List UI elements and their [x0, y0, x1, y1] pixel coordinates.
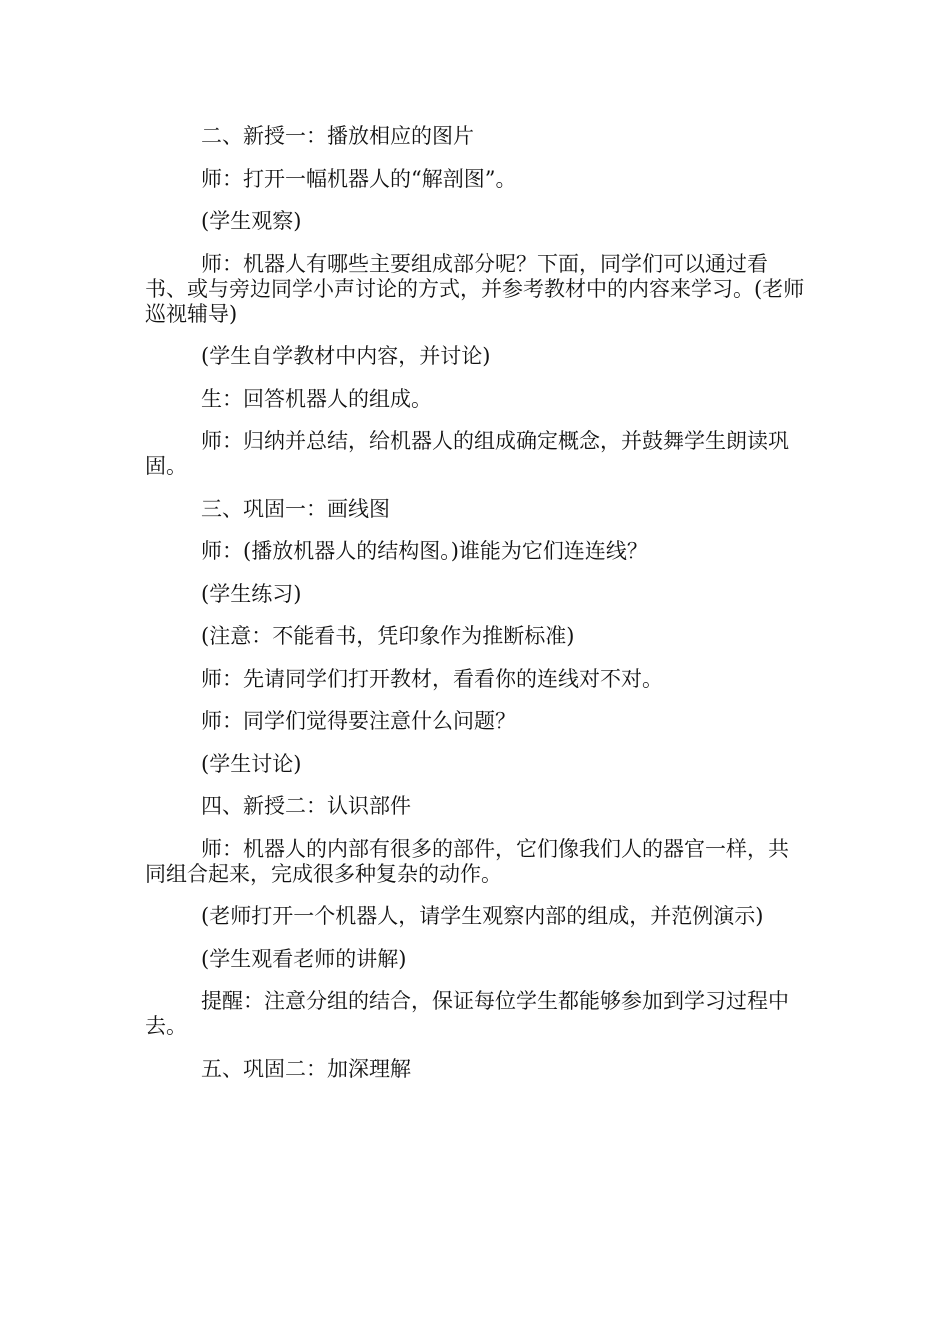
section-heading: 三、巩固一：画线图 — [201, 496, 390, 521]
paragraph: (学生观察) — [201, 209, 302, 233]
paragraph: (学生练习) — [201, 581, 302, 606]
section-heading: 四、新授二：认识部件 — [201, 794, 411, 818]
paragraph: 师：(播放机器人的结构图。)谁能为它们连连线？ — [201, 539, 648, 563]
paragraph: (学生观看老师的讲解) — [201, 946, 407, 971]
paragraph: (注意：不能看书，凭印象作为推断标准) — [201, 624, 575, 648]
paragraph: 提醒：注意分组的结合，保证每位学生都能够参加到学习过程中去。 — [145, 989, 789, 1038]
paragraph: 生：回答机器人的组成。 — [201, 386, 432, 411]
paragraph: 师：同学们觉得要注意什么问题？ — [201, 709, 516, 733]
paragraph: 师：机器人的内部有很多的部件，它们像我们人的器官一样，共同组合起来，完成很多种复杂的动作。 — [145, 836, 789, 886]
document-body — [145, 124, 807, 1099]
paragraph: 师：打开一幅机器人的“解剖图”。 — [201, 166, 517, 191]
paragraph: 师：先请同学们打开教材，看看你的连线对不对。 — [201, 666, 663, 691]
paragraph: (学生讨论) — [201, 751, 302, 776]
section-heading: 二、新授一：播放相应的图片 — [201, 124, 474, 148]
paragraph: 师：机器人有哪些主要组成部分呢？下面，同学们可以通过看书、或与旁边同学小声讨论的方式，并参考教材中的内容来学习。(老师巡视辅导) — [145, 251, 805, 326]
section-heading: 五、巩固二：加深理解 — [201, 1056, 411, 1081]
paragraph: (学生自学教材中内容，并讨论) — [201, 344, 491, 368]
paragraph: (老师打开一个机器人，请学生观察内部的组成，并范例演示) — [201, 904, 764, 928]
paragraph: 师：归纳并总结，给机器人的组成确定概念，并鼓舞学生朗读巩固。 — [145, 429, 789, 478]
